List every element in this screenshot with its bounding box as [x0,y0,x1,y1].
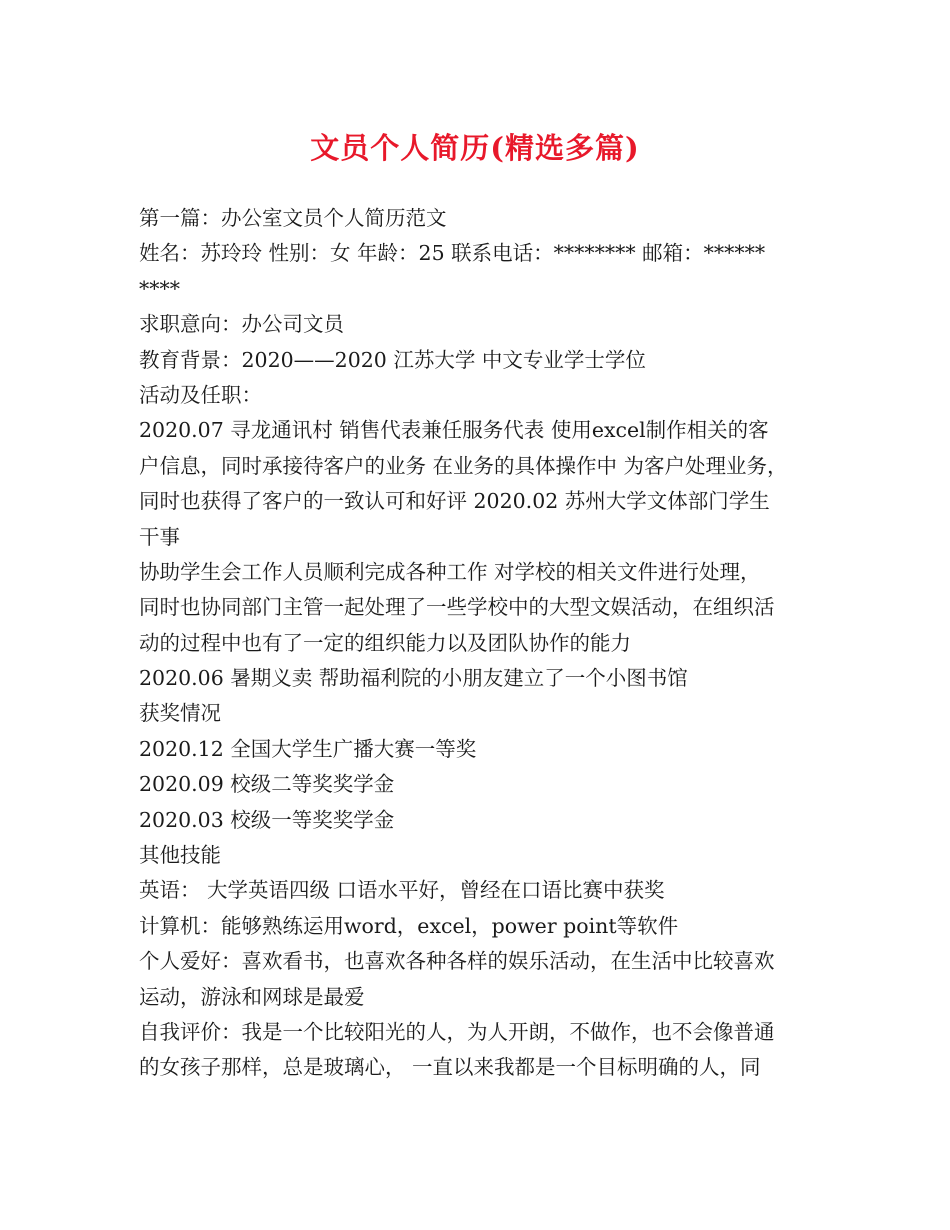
text-line: 个人爱好：喜欢看书，也喜欢各种各样的娱乐活动，在生活中比较喜欢 [139,949,775,974]
text-line: 动的过程中也有了一定的组织能力以及团队协作的能力 [139,630,631,655]
text-line: 2020.06 暑期义卖 帮助福利院的小朋友建立了一个小图书馆 [139,666,688,691]
text-line: 2020.03 校级一等奖奖学金 [139,807,395,832]
text-line: 干事 [139,524,180,549]
text-line: 同时也协同部门主管一起处理了一些学校中的大型文娱活动，在组织活 [139,595,775,620]
document-title: 文员个人简历(精选多篇) [310,131,640,165]
text-line: 2020.09 校级二等奖奖学金 [139,772,395,797]
text-line: 自我评价：我是一个比较阳光的人，为人开朗，不做作，也不会像普通 [139,1019,775,1044]
text-line: 计算机：能够熟练运用word，excel，power point等软件 [139,913,679,938]
text-line: **** [139,276,180,301]
text-line: 英语： 大学英语四级 口语水平好，曾经在口语比赛中获奖 [139,878,665,903]
text-line: 2020.07 寻龙通讯村 销售代表兼任服务代表 使用excel制作相关的客 [139,418,769,443]
text-line: 其他技能 [139,843,221,868]
text-line: 协助学生会工作人员顺利完成各种工作 对学校的相关文件进行处理， [139,559,761,584]
text-line: 第一篇：办公室文员个人简历范文 [139,206,447,230]
text-line: 2020.12 全国大学生广播大赛一等奖 [139,736,477,761]
text-line: 教育背景：2020——2020 江苏大学 中文专业学士学位 [139,347,646,372]
text-line: 姓名：苏玲玲 性别：女 年龄：25 联系电话：******** 邮箱：****** [139,241,766,266]
text-line: 户信息，同时承接待客户的业务 在业务的具体操作中 为客户处理业务， [139,453,788,478]
text-line: 活动及任职： [139,382,262,407]
text-line: 运动，游泳和网球是最爱 [139,984,365,1009]
text-line: 的女孩子那样，总是玻璃心， 一直以来我都是一个目标明确的人，同 [139,1055,761,1080]
text-line: 求职意向：办公司文员 [139,312,344,337]
text-line: 获奖情况 [139,701,221,726]
text-line: 同时也获得了客户的一致认可和好评 2020.02 苏州大学文体部门学生 [139,489,770,514]
document-body [139,201,819,1086]
